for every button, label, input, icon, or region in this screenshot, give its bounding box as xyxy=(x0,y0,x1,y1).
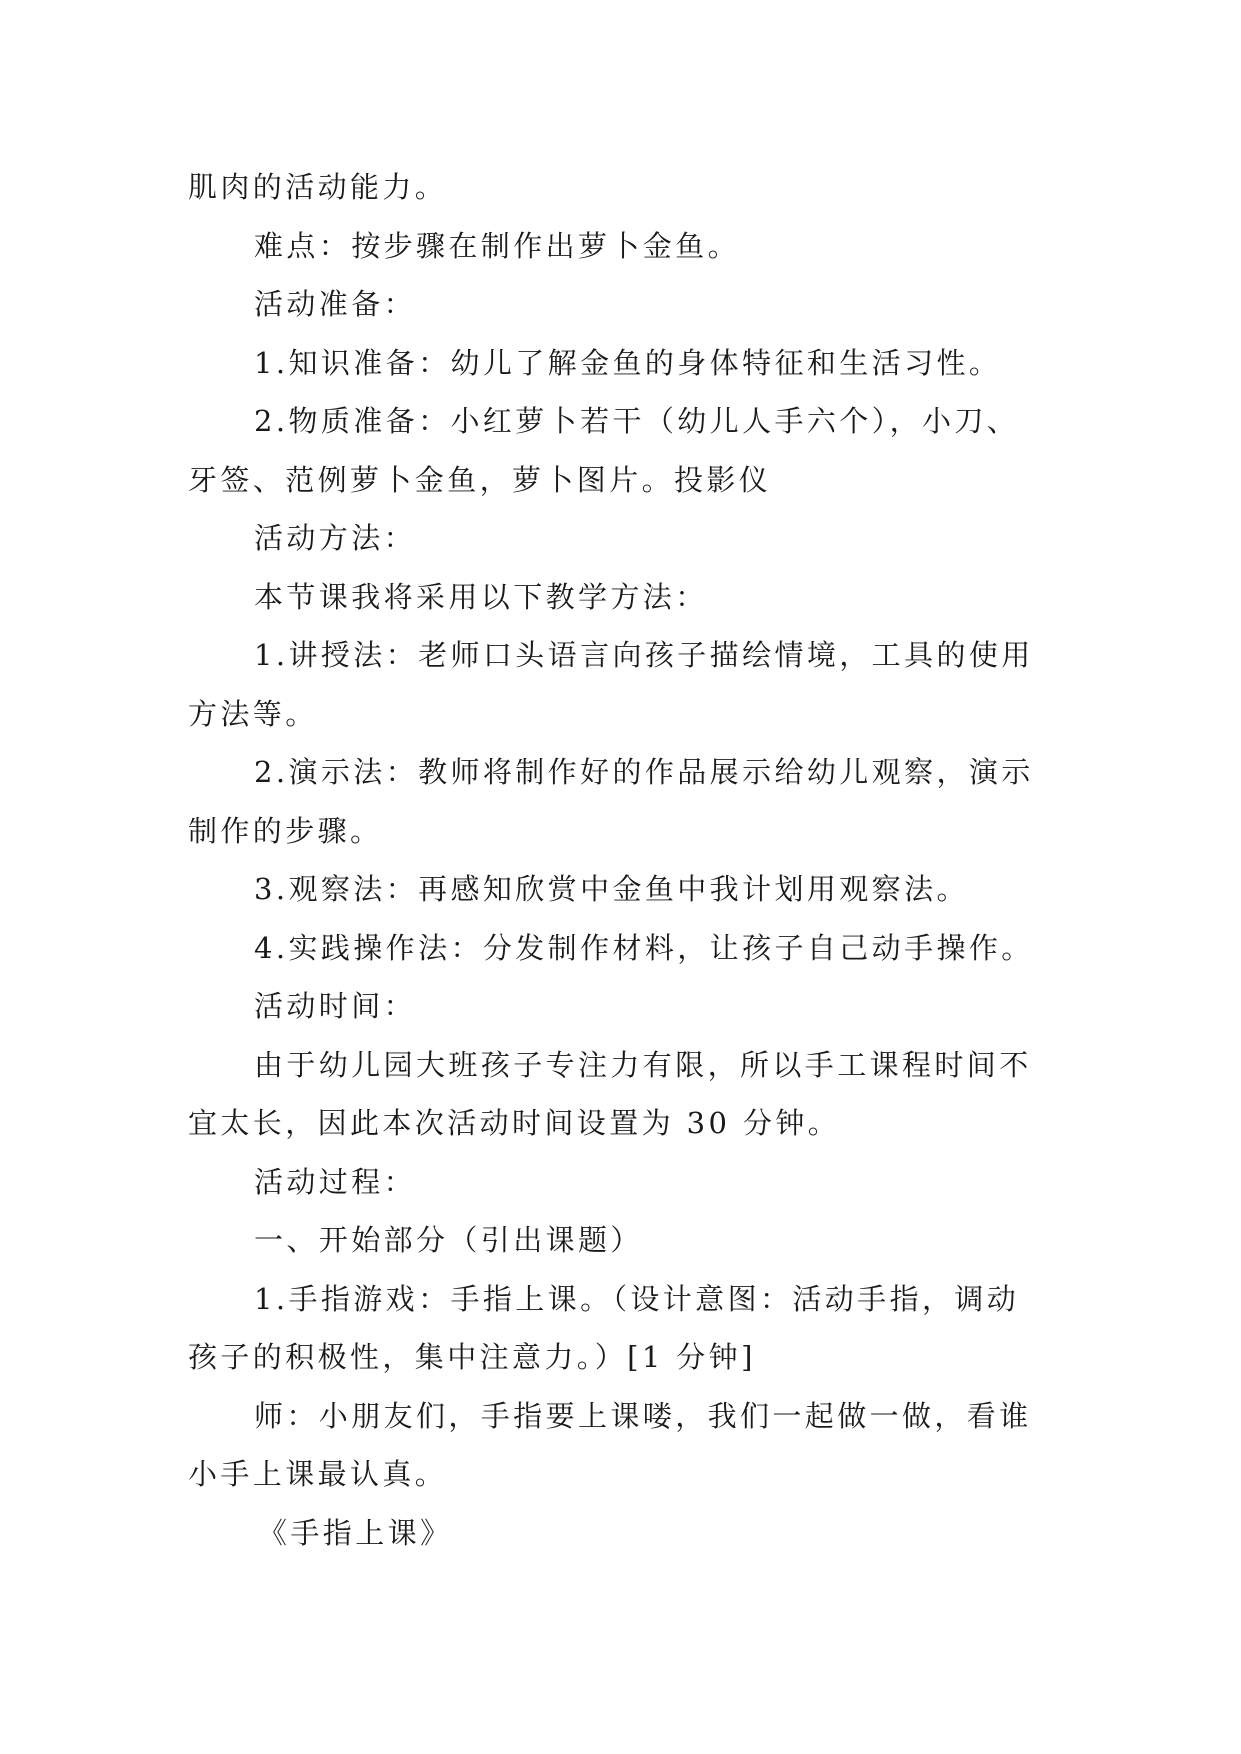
list-item: 4.实践操作法：分发制作材料，让孩子自己动手操作。 xyxy=(254,930,1034,965)
list-item: 1.知识准备：幼儿了解金鱼的身体特征和生活习性。 xyxy=(254,345,1002,380)
text-line: 方法等。 xyxy=(188,696,318,731)
text-line: 制作的步骤。 xyxy=(188,813,383,848)
document-body xyxy=(188,158,1054,1562)
subsection-heading: 一、开始部分（引出课题） xyxy=(254,1223,643,1257)
list-item: 2.物质准备：小红萝卜若干（幼儿人手六个），小刀、 xyxy=(254,404,1020,438)
section-heading: 活动时间： xyxy=(254,989,417,1023)
text-line: 由于幼儿园大班孩子专注力有限，所以手工课程时间不 xyxy=(254,1047,1032,1082)
text-line: 难点：按步骤在制作出萝卜金鱼。 xyxy=(254,228,741,263)
text-line: 本节课我将采用以下教学方法： xyxy=(254,579,708,614)
text-line: 宜太长，因此本次活动时间设置为 30 分钟。 xyxy=(188,1106,841,1140)
text-line: 师：小朋友们，手指要上课喽，我们一起做一做，看谁 xyxy=(254,1398,1032,1433)
text-line: 肌肉的活动能力。 xyxy=(188,170,448,204)
section-heading: 活动方法： xyxy=(254,521,417,555)
poem-title: 《手指上课》 xyxy=(258,1515,453,1550)
text-line: 孩子的积极性，集中注意力。）[1 分钟] xyxy=(188,1340,756,1374)
list-item: 1.讲授法：老师口头语言向孩子描绘情境，工具的使用 xyxy=(254,638,1034,672)
list-item: 3.观察法：再感知欣赏中金鱼中我计划用观察法。 xyxy=(254,872,969,906)
text-line: 小手上课最认真。 xyxy=(188,1457,448,1491)
section-heading: 活动准备： xyxy=(254,287,417,321)
text-line: 牙签、范例萝卜金鱼，萝卜图片。投影仪 xyxy=(188,462,772,497)
list-item: 1.手指游戏：手指上课。（设计意图：活动手指，调动 xyxy=(254,1281,1020,1316)
list-item: 2.演示法：教师将制作好的作品展示给幼儿观察，演示 xyxy=(254,755,1034,789)
section-heading: 活动过程： xyxy=(254,1164,417,1199)
